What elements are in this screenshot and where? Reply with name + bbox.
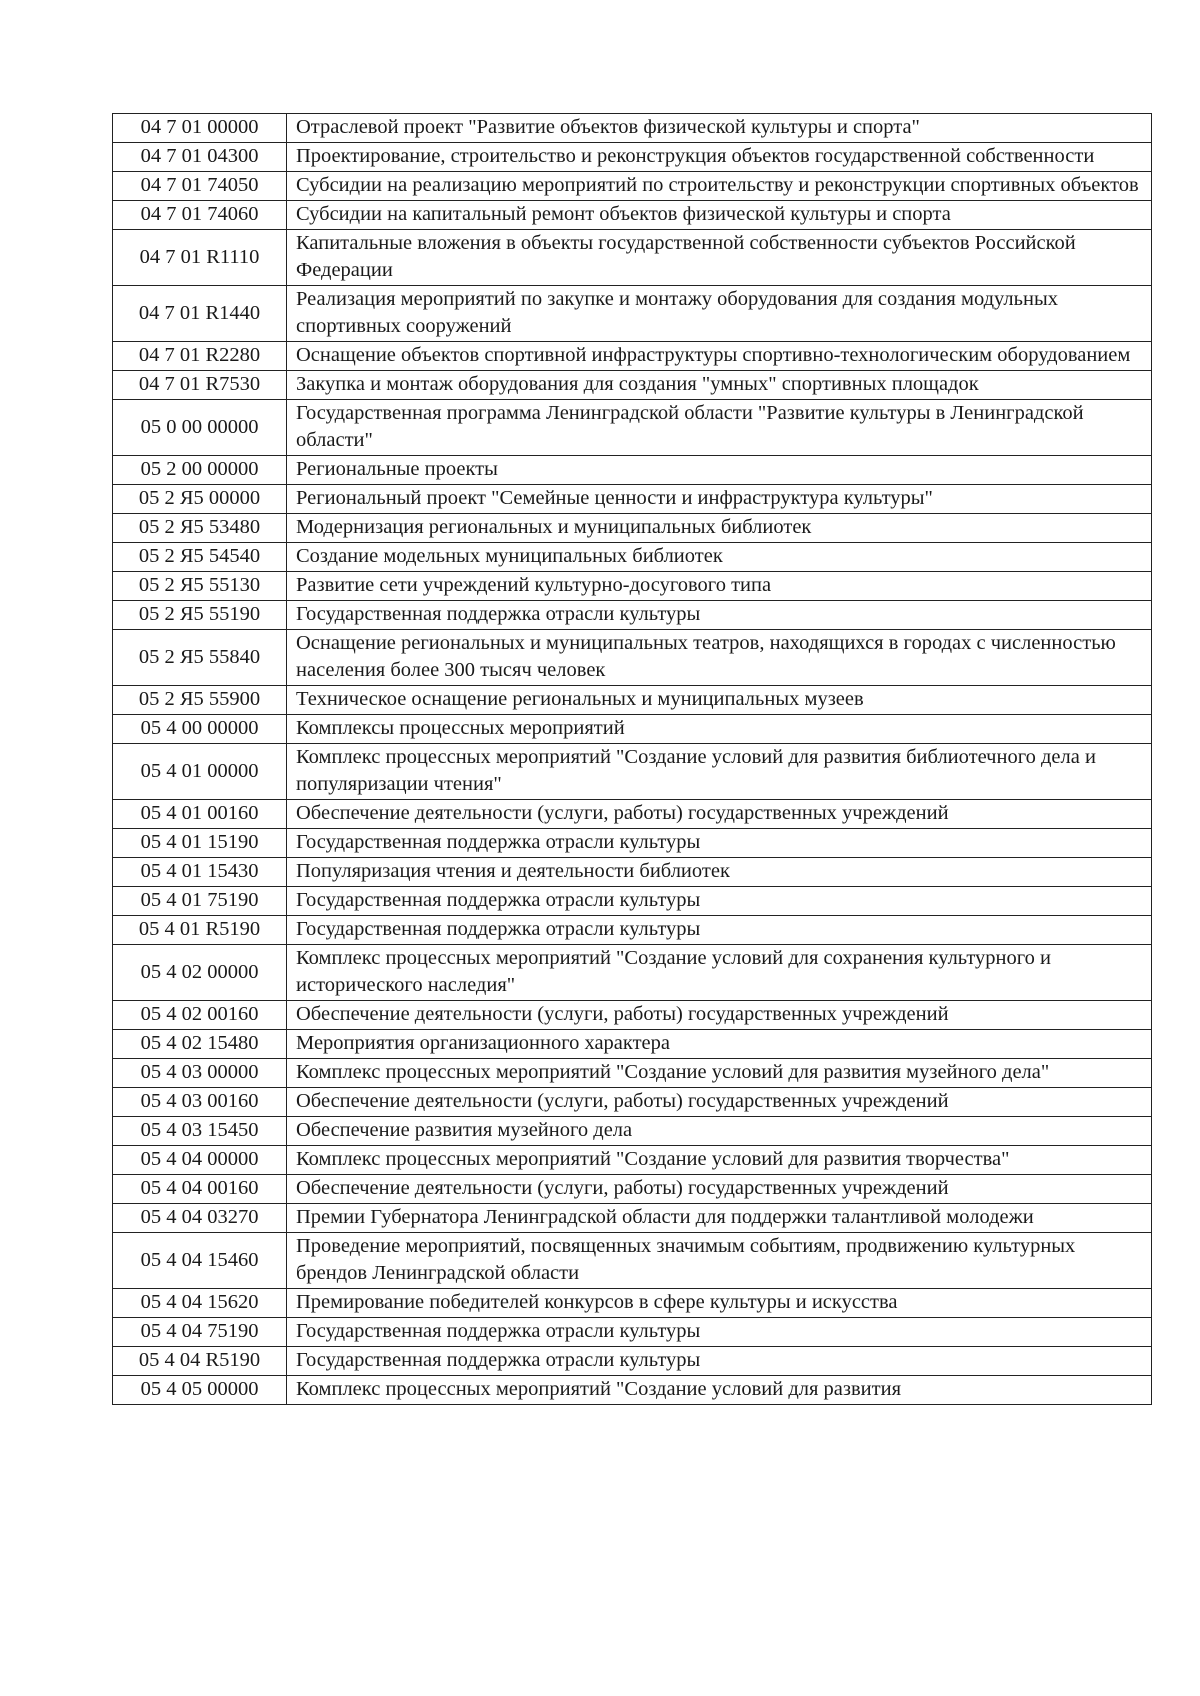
table-row bbox=[113, 1088, 1152, 1117]
row-name-cell: Обеспечение развития музейного дела bbox=[287, 1117, 1152, 1146]
table-body bbox=[113, 114, 1152, 1405]
table-row bbox=[113, 829, 1152, 858]
table-row bbox=[113, 286, 1152, 342]
table-row bbox=[113, 1146, 1152, 1175]
row-name-cell: Оснащение объектов спортивной инфраструктуры спортивно-технологическим оборудованием bbox=[287, 342, 1152, 371]
table-row bbox=[113, 371, 1152, 400]
table-row bbox=[113, 342, 1152, 371]
row-code-cell: 05 4 05 00000 bbox=[113, 1376, 287, 1405]
row-name-cell: Субсидии на реализацию мероприятий по строительству и реконструкции спортивных объектов bbox=[287, 172, 1152, 201]
row-code-cell: 05 4 04 00160 bbox=[113, 1175, 287, 1204]
row-code-cell: 05 2 Я5 55900 bbox=[113, 686, 287, 715]
table-row bbox=[113, 916, 1152, 945]
row-name-cell: Премии Губернатора Ленинградской области для поддержки талантливой молодежи bbox=[287, 1204, 1152, 1233]
table-row bbox=[113, 230, 1152, 286]
table-row bbox=[113, 601, 1152, 630]
row-name-cell: Комплекс процессных мероприятий "Создание условий для развития bbox=[287, 1376, 1152, 1405]
row-code-cell: 04 7 01 R7530 bbox=[113, 371, 287, 400]
row-name-cell: Комплекс процессных мероприятий "Создание условий для развития библиотечного дела и популяризации чтения" bbox=[287, 744, 1152, 800]
table-row bbox=[113, 945, 1152, 1001]
table-row bbox=[113, 485, 1152, 514]
row-name-cell: Техническое оснащение региональных и муниципальных музеев bbox=[287, 686, 1152, 715]
table-row bbox=[113, 715, 1152, 744]
table-row bbox=[113, 1175, 1152, 1204]
row-code-cell: 05 4 01 15190 bbox=[113, 829, 287, 858]
row-code-cell: 04 7 01 R1110 bbox=[113, 230, 287, 286]
row-name-cell: Государственная поддержка отрасли культуры bbox=[287, 916, 1152, 945]
table-row bbox=[113, 1347, 1152, 1376]
table-row bbox=[113, 1289, 1152, 1318]
row-name-cell: Субсидии на капитальный ремонт объектов физической культуры и спорта bbox=[287, 201, 1152, 230]
row-code-cell: 05 2 Я5 55130 bbox=[113, 572, 287, 601]
row-code-cell: 05 4 01 00160 bbox=[113, 800, 287, 829]
row-name-cell: Государственная поддержка отрасли культуры bbox=[287, 829, 1152, 858]
table-row bbox=[113, 887, 1152, 916]
row-name-cell: Государственная поддержка отрасли культуры bbox=[287, 887, 1152, 916]
row-code-cell: 05 4 04 75190 bbox=[113, 1318, 287, 1347]
table-row bbox=[113, 630, 1152, 686]
table-row bbox=[113, 172, 1152, 201]
table-row bbox=[113, 572, 1152, 601]
table-row bbox=[113, 114, 1152, 143]
document-page bbox=[112, 113, 1152, 1405]
row-code-cell: 05 2 Я5 00000 bbox=[113, 485, 287, 514]
row-name-cell: Оснащение региональных и муниципальных театров, находящихся в городах с численностью населения более 300 тысяч человек bbox=[287, 630, 1152, 686]
row-name-cell: Комплекс процессных мероприятий "Создание условий для развития творчества" bbox=[287, 1146, 1152, 1175]
row-code-cell: 05 4 04 15460 bbox=[113, 1233, 287, 1289]
row-code-cell: 05 0 00 00000 bbox=[113, 400, 287, 456]
table-row bbox=[113, 858, 1152, 887]
row-name-cell: Государственная программа Ленинградской области "Развитие культуры в Ленинградской области" bbox=[287, 400, 1152, 456]
row-code-cell: 05 4 01 75190 bbox=[113, 887, 287, 916]
row-code-cell: 05 4 04 03270 bbox=[113, 1204, 287, 1233]
row-code-cell: 04 7 01 R1440 bbox=[113, 286, 287, 342]
row-code-cell: 05 2 Я5 54540 bbox=[113, 543, 287, 572]
row-code-cell: 04 7 01 04300 bbox=[113, 143, 287, 172]
table-row bbox=[113, 1030, 1152, 1059]
row-code-cell: 05 2 00 00000 bbox=[113, 456, 287, 485]
budget-codes-table bbox=[112, 113, 1152, 1405]
row-name-cell: Премирование победителей конкурсов в сфере культуры и искусства bbox=[287, 1289, 1152, 1318]
table-row bbox=[113, 1233, 1152, 1289]
row-code-cell: 05 4 01 00000 bbox=[113, 744, 287, 800]
row-name-cell: Реализация мероприятий по закупке и монтажу оборудования для создания модульных спортивных сооружений bbox=[287, 286, 1152, 342]
table-row bbox=[113, 1318, 1152, 1347]
row-code-cell: 04 7 01 00000 bbox=[113, 114, 287, 143]
row-code-cell: 05 2 Я5 55840 bbox=[113, 630, 287, 686]
row-code-cell: 04 7 01 74060 bbox=[113, 201, 287, 230]
row-name-cell: Закупка и монтаж оборудования для создания "умных" спортивных площадок bbox=[287, 371, 1152, 400]
table-row bbox=[113, 201, 1152, 230]
row-code-cell: 05 4 04 15620 bbox=[113, 1289, 287, 1318]
row-code-cell: 05 4 01 R5190 bbox=[113, 916, 287, 945]
table-row bbox=[113, 514, 1152, 543]
table-row bbox=[113, 543, 1152, 572]
row-name-cell: Обеспечение деятельности (услуги, работы) государственных учреждений bbox=[287, 1001, 1152, 1030]
row-code-cell: 05 4 02 00160 bbox=[113, 1001, 287, 1030]
table-row bbox=[113, 1376, 1152, 1405]
row-code-cell: 04 7 01 74050 bbox=[113, 172, 287, 201]
row-name-cell: Популяризация чтения и деятельности библиотек bbox=[287, 858, 1152, 887]
row-name-cell: Комплексы процессных мероприятий bbox=[287, 715, 1152, 744]
table-row bbox=[113, 143, 1152, 172]
row-name-cell: Обеспечение деятельности (услуги, работы) государственных учреждений bbox=[287, 1175, 1152, 1204]
row-code-cell: 05 4 01 15430 bbox=[113, 858, 287, 887]
table-row bbox=[113, 456, 1152, 485]
table-row bbox=[113, 1204, 1152, 1233]
row-name-cell: Развитие сети учреждений культурно-досугового типа bbox=[287, 572, 1152, 601]
table-row bbox=[113, 1117, 1152, 1146]
row-name-cell: Обеспечение деятельности (услуги, работы) государственных учреждений bbox=[287, 1088, 1152, 1117]
row-name-cell: Проектирование, строительство и реконструкция объектов государственной собственности bbox=[287, 143, 1152, 172]
table-row bbox=[113, 400, 1152, 456]
row-code-cell: 05 4 03 15450 bbox=[113, 1117, 287, 1146]
table-row bbox=[113, 1001, 1152, 1030]
row-code-cell: 05 4 02 15480 bbox=[113, 1030, 287, 1059]
row-code-cell: 05 2 Я5 53480 bbox=[113, 514, 287, 543]
row-code-cell: 05 4 00 00000 bbox=[113, 715, 287, 744]
row-name-cell: Модернизация региональных и муниципальных библиотек bbox=[287, 514, 1152, 543]
row-code-cell: 05 2 Я5 55190 bbox=[113, 601, 287, 630]
row-name-cell: Региональный проект "Семейные ценности и инфраструктура культуры" bbox=[287, 485, 1152, 514]
row-name-cell: Государственная поддержка отрасли культуры bbox=[287, 601, 1152, 630]
row-name-cell: Государственная поддержка отрасли культуры bbox=[287, 1347, 1152, 1376]
row-name-cell: Комплекс процессных мероприятий "Создание условий для развития музейного дела" bbox=[287, 1059, 1152, 1088]
row-name-cell: Создание модельных муниципальных библиотек bbox=[287, 543, 1152, 572]
row-code-cell: 04 7 01 R2280 bbox=[113, 342, 287, 371]
table-row bbox=[113, 1059, 1152, 1088]
row-name-cell: Отраслевой проект "Развитие объектов физической культуры и спорта" bbox=[287, 114, 1152, 143]
row-name-cell: Обеспечение деятельности (услуги, работы) государственных учреждений bbox=[287, 800, 1152, 829]
row-name-cell: Государственная поддержка отрасли культуры bbox=[287, 1318, 1152, 1347]
row-name-cell: Проведение мероприятий, посвященных значимым событиям, продвижению культурных брендов Ленинградской области bbox=[287, 1233, 1152, 1289]
table-row bbox=[113, 800, 1152, 829]
row-name-cell: Региональные проекты bbox=[287, 456, 1152, 485]
row-code-cell: 05 4 04 R5190 bbox=[113, 1347, 287, 1376]
row-code-cell: 05 4 03 00160 bbox=[113, 1088, 287, 1117]
table-row bbox=[113, 686, 1152, 715]
table-row bbox=[113, 744, 1152, 800]
row-name-cell: Мероприятия организационного характера bbox=[287, 1030, 1152, 1059]
row-code-cell: 05 4 03 00000 bbox=[113, 1059, 287, 1088]
row-code-cell: 05 4 02 00000 bbox=[113, 945, 287, 1001]
row-name-cell: Капитальные вложения в объекты государственной собственности субъектов Российской Федерации bbox=[287, 230, 1152, 286]
row-code-cell: 05 4 04 00000 bbox=[113, 1146, 287, 1175]
row-name-cell: Комплекс процессных мероприятий "Создание условий для сохранения культурного и исторического наследия" bbox=[287, 945, 1152, 1001]
